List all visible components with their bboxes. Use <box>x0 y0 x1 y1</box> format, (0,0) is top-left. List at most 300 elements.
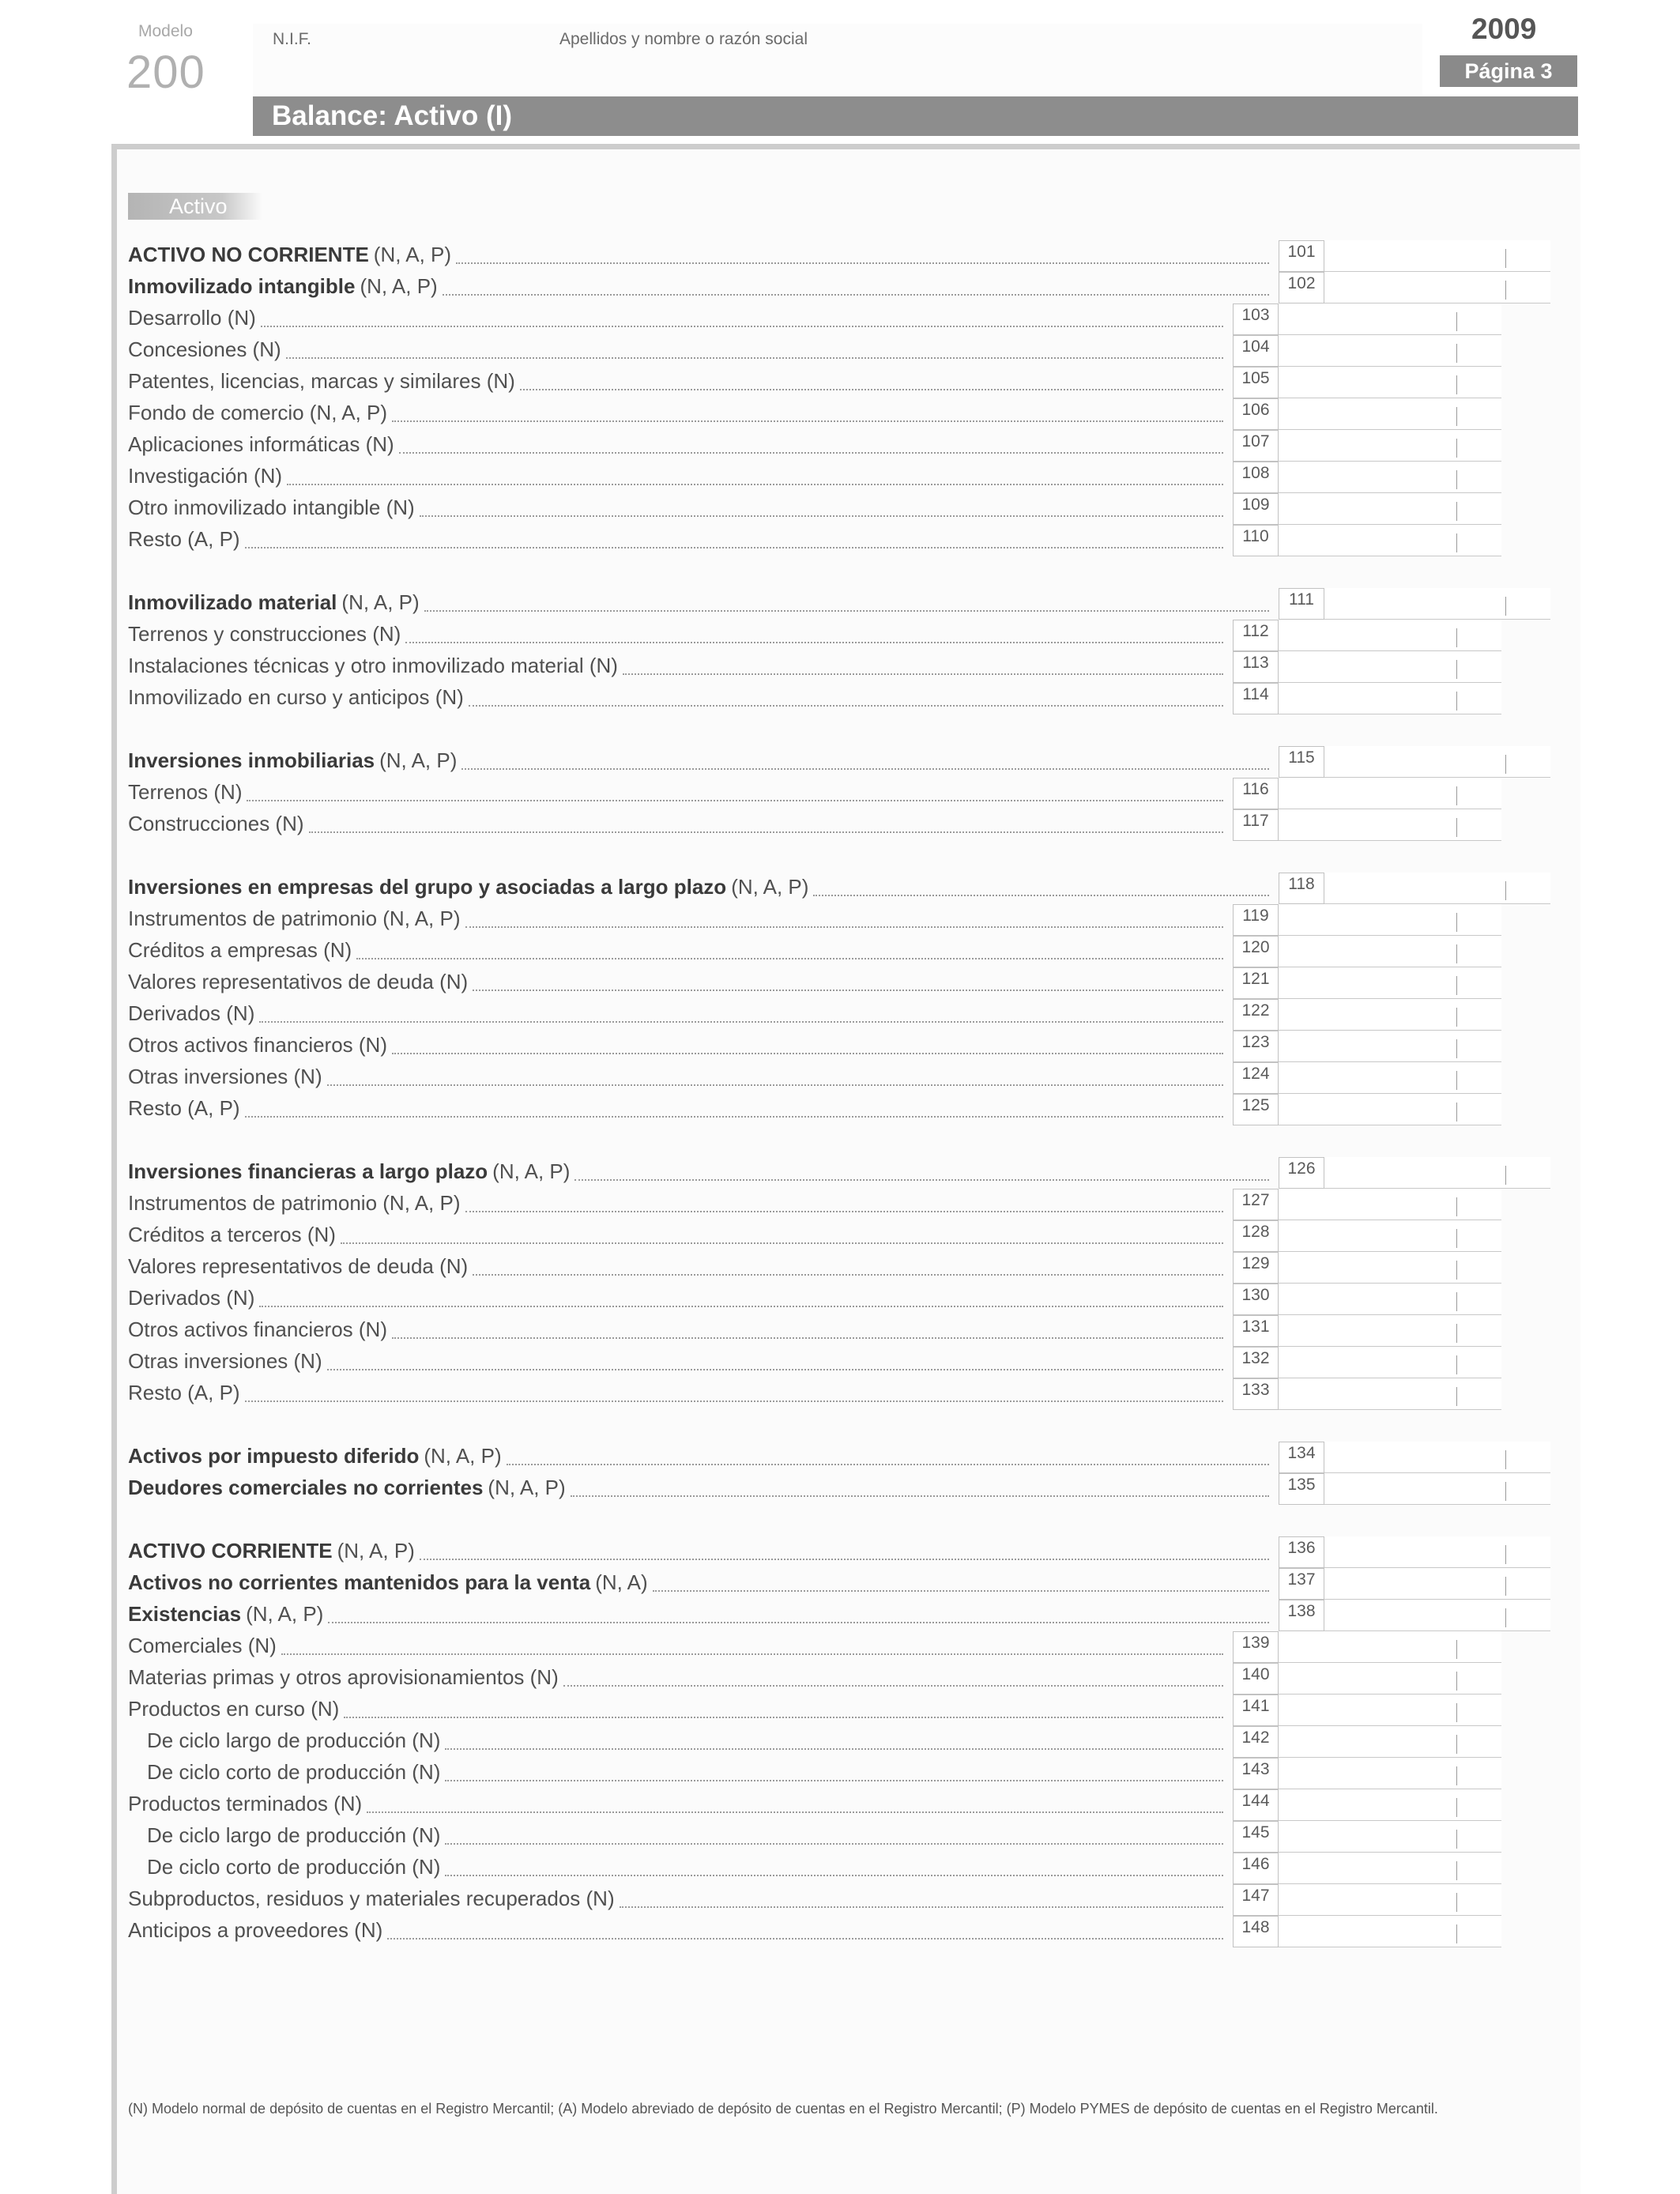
footnote: (N) Modelo normal de depósito de cuentas en el Registro Mercantil; (A) Modelo abreviado de depósito de cuentas en el Registro Mercantil; (P) Modelo PYMES de depósito de cuentas en el Registro Mercantil. <box>128 2101 1438 2117</box>
amount-input[interactable] <box>1279 367 1501 398</box>
balance-row <box>128 620 1547 651</box>
leader-dots <box>473 990 1223 991</box>
top-border <box>111 144 1580 149</box>
leader-dots <box>367 1811 1223 1813</box>
decimal-separator <box>1456 533 1457 552</box>
balance-row <box>128 430 1547 462</box>
row-label <box>128 1033 387 1057</box>
box-code: 115 <box>1279 746 1324 778</box>
box-code: 145 <box>1233 1821 1279 1853</box>
leader-dots <box>473 1274 1223 1276</box>
balance-row <box>128 240 1547 272</box>
row-label-text: Otro inmovilizado intangible (N) <box>128 496 415 519</box>
leader-dots <box>286 357 1223 359</box>
balance-row <box>128 683 1547 714</box>
box-code: 113 <box>1233 651 1279 683</box>
amount-input[interactable] <box>1279 1695 1501 1726</box>
box-code: 137 <box>1279 1568 1324 1600</box>
decimal-separator <box>1456 1008 1457 1027</box>
decimal-separator <box>1456 312 1457 331</box>
row-label-bold: Inversiones financieras a largo plazo <box>128 1159 488 1183</box>
box-code: 114 <box>1233 683 1279 714</box>
box-code: 102 <box>1279 272 1324 303</box>
row-label <box>147 1760 440 1785</box>
row-label-text: (N, A, P) <box>360 274 438 298</box>
row-label <box>128 1065 322 1089</box>
amount-input[interactable] <box>1324 746 1550 778</box>
box-code: 119 <box>1233 904 1279 936</box>
amount-input[interactable] <box>1279 1252 1501 1284</box>
row-label <box>128 1792 362 1816</box>
amount-input[interactable] <box>1279 1315 1501 1347</box>
decimal-separator <box>1505 1577 1506 1596</box>
box-code: 141 <box>1233 1695 1279 1726</box>
leader-dots <box>309 831 1223 833</box>
decimal-separator <box>1456 1039 1457 1058</box>
row-label-text: Derivados (N) <box>128 1001 255 1025</box>
box-code: 140 <box>1233 1663 1279 1695</box>
row-label-text: Instrumentos de patrimonio (N, A, P) <box>128 1191 461 1215</box>
balance-row <box>128 493 1547 525</box>
leader-dots <box>420 1559 1269 1560</box>
decimal-separator <box>1456 1103 1457 1122</box>
amount-input[interactable] <box>1279 335 1501 367</box>
decimal-separator <box>1456 818 1457 837</box>
row-label-bold: Existencias <box>128 1602 242 1626</box>
row-label-text: Otras inversiones (N) <box>128 1349 322 1373</box>
decimal-separator <box>1505 1166 1506 1185</box>
decimal-separator <box>1456 1640 1457 1659</box>
amount-input[interactable] <box>1279 1663 1501 1695</box>
box-code: 127 <box>1233 1189 1279 1220</box>
decimal-separator <box>1456 1798 1457 1817</box>
row-label-text: Inmovilizado en curso y anticipos (N) <box>128 685 464 709</box>
leader-dots <box>247 800 1223 801</box>
row-label-text: Instalaciones técnicas y otro inmovilizado material (N) <box>128 654 618 677</box>
leader-dots <box>328 1622 1269 1623</box>
leader-dots <box>445 1748 1223 1750</box>
leader-dots <box>420 515 1223 517</box>
row-label <box>128 1602 323 1627</box>
row-label-text: (N, A, P) <box>337 1539 415 1563</box>
row-label-text: Resto (A, P) <box>128 527 240 551</box>
amount-input[interactable] <box>1324 1600 1550 1631</box>
amount-input[interactable] <box>1279 1726 1501 1758</box>
leader-dots <box>507 1464 1269 1465</box>
row-label-text: Comerciales (N) <box>128 1634 277 1657</box>
decimal-separator <box>1456 1924 1457 1943</box>
row-label <box>128 1191 461 1216</box>
row-label-text: De ciclo largo de producción (N) <box>147 1728 441 1752</box>
box-code: 143 <box>1233 1758 1279 1789</box>
amount-input[interactable] <box>1279 651 1501 683</box>
amount-input[interactable] <box>1279 493 1501 525</box>
box-code: 134 <box>1279 1442 1324 1473</box>
row-label-bold: Inversiones inmobiliarias <box>128 748 375 772</box>
row-label-text: Instrumentos de patrimonio (N, A, P) <box>128 907 461 930</box>
row-label-text: Aplicaciones informáticas (N) <box>128 432 394 456</box>
balance-row <box>128 1189 1547 1220</box>
row-label-text: (N, A, P) <box>379 748 458 772</box>
row-label <box>147 1855 440 1879</box>
row-label-text: Resto (A, P) <box>128 1096 240 1120</box>
decimal-separator <box>1505 1450 1506 1469</box>
decimal-separator <box>1456 628 1457 647</box>
box-code: 146 <box>1233 1853 1279 1884</box>
row-label-bold: Inmovilizado intangible <box>128 274 356 298</box>
amount-input[interactable] <box>1279 398 1501 430</box>
row-label-text: (N, A, P) <box>731 875 809 899</box>
amount-input[interactable] <box>1279 1284 1501 1315</box>
row-label <box>128 748 457 773</box>
balance-row <box>128 1726 1547 1758</box>
balance-row <box>128 1347 1547 1378</box>
balance-row <box>128 1631 1547 1663</box>
decimal-separator <box>1456 1861 1457 1880</box>
balance-row <box>128 1789 1547 1821</box>
leader-dots <box>653 1590 1269 1592</box>
amount-input[interactable] <box>1279 1189 1501 1220</box>
leader-dots <box>445 1843 1223 1845</box>
row-label <box>128 527 240 552</box>
row-label-text: Valores representativos de deuda (N) <box>128 970 469 993</box>
decimal-separator <box>1456 344 1457 363</box>
amount-input[interactable] <box>1279 809 1501 841</box>
left-border <box>111 144 117 2194</box>
box-code: 128 <box>1233 1220 1279 1252</box>
amount-input[interactable] <box>1279 936 1501 967</box>
balance-row <box>128 1536 1547 1568</box>
amount-input[interactable] <box>1279 1220 1501 1252</box>
box-code: 125 <box>1233 1094 1279 1125</box>
row-label-text: (N, A, P) <box>424 1444 502 1468</box>
row-label-bold: Activos por impuesto diferido <box>128 1444 420 1468</box>
row-label <box>128 622 401 647</box>
row-label <box>128 1634 277 1658</box>
page-title: Balance: Activo (I) <box>272 100 513 131</box>
amount-input[interactable] <box>1324 1536 1550 1568</box>
row-label-bold: ACTIVO NO CORRIENTE <box>128 243 369 266</box>
leader-dots <box>245 547 1223 548</box>
row-label-text: (N, A) <box>595 1570 648 1594</box>
box-code: 109 <box>1233 493 1279 525</box>
row-label-bold: ACTIVO CORRIENTE <box>128 1539 333 1563</box>
balance-row <box>128 303 1547 335</box>
amount-input[interactable] <box>1279 904 1501 936</box>
balance-row <box>128 936 1547 967</box>
decimal-separator <box>1456 660 1457 679</box>
leader-dots <box>443 294 1269 296</box>
row-label-text: Valores representativos de deuda (N) <box>128 1254 469 1278</box>
box-code: 142 <box>1233 1726 1279 1758</box>
balance-row <box>128 335 1547 367</box>
box-code: 129 <box>1233 1252 1279 1284</box>
row-label <box>128 780 242 805</box>
amount-input[interactable] <box>1279 1884 1501 1916</box>
box-code: 111 <box>1279 588 1324 620</box>
box-code: 112 <box>1233 620 1279 651</box>
leader-dots <box>356 958 1223 959</box>
row-label <box>128 1539 415 1563</box>
amount-input[interactable] <box>1279 1758 1501 1789</box>
row-label-text: Créditos a terceros (N) <box>128 1223 336 1246</box>
balance-row <box>128 588 1547 620</box>
leader-dots <box>405 642 1223 643</box>
page-badge: Página 3 <box>1440 55 1577 87</box>
balance-row <box>128 746 1547 778</box>
row-label-text: Patentes, licencias, marcas y similares (N) <box>128 369 515 393</box>
balance-row <box>128 1442 1547 1473</box>
balance-row <box>128 272 1547 303</box>
row-label <box>147 1823 440 1848</box>
balance-row <box>128 873 1547 904</box>
amount-input[interactable] <box>1279 1347 1501 1378</box>
section-label: Activo <box>169 194 228 218</box>
decimal-separator <box>1456 1387 1457 1406</box>
box-code: 138 <box>1279 1600 1324 1631</box>
decimal-separator <box>1505 1608 1506 1627</box>
amount-input[interactable] <box>1279 1789 1501 1821</box>
amount-input[interactable] <box>1279 1378 1501 1410</box>
balance-row <box>128 1315 1547 1347</box>
row-label <box>128 464 282 488</box>
leader-dots <box>469 705 1223 707</box>
leader-dots <box>465 926 1223 928</box>
row-label <box>128 1665 559 1690</box>
row-label <box>128 654 618 678</box>
amount-input[interactable] <box>1279 999 1501 1031</box>
leader-dots <box>399 452 1223 454</box>
balance-row <box>128 525 1547 556</box>
leader-dots <box>327 1084 1223 1086</box>
row-label <box>128 1381 240 1405</box>
row-label <box>128 1001 254 1026</box>
row-label-text: Desarrollo (N) <box>128 306 256 330</box>
row-label <box>128 401 387 425</box>
row-label <box>128 496 415 520</box>
box-code: 107 <box>1233 430 1279 462</box>
modelo-number: 200 <box>126 47 205 98</box>
row-label <box>128 1349 322 1374</box>
leader-dots <box>456 262 1269 264</box>
row-label-text: Fondo de comercio (N, A, P) <box>128 401 388 424</box>
amount-input[interactable] <box>1279 462 1501 493</box>
box-code: 136 <box>1279 1536 1324 1568</box>
balance-row <box>128 1157 1547 1189</box>
box-code: 118 <box>1279 873 1324 904</box>
row-label-text: Resto (A, P) <box>128 1381 240 1404</box>
box-code: 124 <box>1233 1062 1279 1094</box>
balance-row <box>128 778 1547 809</box>
decimal-separator <box>1456 1261 1457 1280</box>
decimal-separator <box>1456 976 1457 995</box>
row-label <box>128 1887 615 1911</box>
amount-input[interactable] <box>1324 1473 1550 1505</box>
balance-row <box>128 1884 1547 1916</box>
row-label-text: Derivados (N) <box>128 1286 255 1310</box>
decimal-separator <box>1456 1197 1457 1216</box>
year: 2009 <box>1471 13 1537 45</box>
row-label <box>128 875 808 899</box>
row-label-text: Concesiones (N) <box>128 337 281 361</box>
name-label: Apellidos y nombre o razón social <box>559 30 808 48</box>
balance-row <box>128 1663 1547 1695</box>
decimal-separator <box>1456 1229 1457 1248</box>
amount-input[interactable] <box>1324 240 1550 272</box>
amount-input[interactable] <box>1279 1031 1501 1062</box>
amount-input[interactable] <box>1324 272 1550 303</box>
leader-dots <box>563 1685 1223 1687</box>
row-label-text: Productos terminados (N) <box>128 1792 363 1815</box>
decimal-separator <box>1456 1893 1457 1912</box>
row-label <box>128 1318 387 1342</box>
balance-row <box>128 651 1547 683</box>
decimal-separator <box>1456 439 1457 458</box>
box-code: 117 <box>1233 809 1279 841</box>
row-label <box>128 337 281 362</box>
amount-input[interactable] <box>1324 1568 1550 1600</box>
leader-dots <box>461 768 1269 770</box>
row-label-text: De ciclo corto de producción (N) <box>147 1855 441 1879</box>
amount-input[interactable] <box>1279 1821 1501 1853</box>
box-code: 101 <box>1279 240 1324 272</box>
balance-row <box>128 1758 1547 1789</box>
row-label <box>128 1918 382 1943</box>
leader-dots <box>259 1306 1223 1307</box>
row-label <box>128 812 304 836</box>
row-label-text: Créditos a empresas (N) <box>128 938 352 962</box>
leader-dots <box>813 895 1269 896</box>
amount-input[interactable] <box>1279 1062 1501 1094</box>
leader-dots <box>465 1211 1223 1212</box>
row-label-text: Construcciones (N) <box>128 812 304 835</box>
amount-input[interactable] <box>1279 1916 1501 1947</box>
balance-row <box>128 1568 1547 1600</box>
row-label-text: (N, A, P) <box>492 1159 571 1183</box>
box-code: 116 <box>1233 778 1279 809</box>
row-label <box>128 1476 566 1500</box>
leader-dots <box>574 1179 1269 1181</box>
balance-row <box>128 1252 1547 1284</box>
amount-input[interactable] <box>1279 620 1501 651</box>
title-bar <box>253 96 1578 136</box>
box-code: 132 <box>1233 1347 1279 1378</box>
box-code: 148 <box>1233 1916 1279 1947</box>
balance-row <box>128 1094 1547 1125</box>
decimal-separator <box>1505 597 1506 616</box>
box-code: 122 <box>1233 999 1279 1031</box>
row-label <box>128 1254 468 1279</box>
balance-row <box>128 904 1547 936</box>
row-label <box>128 1223 336 1247</box>
decimal-separator <box>1456 1830 1457 1849</box>
amount-input[interactable] <box>1279 778 1501 809</box>
box-code: 104 <box>1233 335 1279 367</box>
leader-dots <box>281 1653 1223 1655</box>
leader-dots <box>392 1337 1223 1339</box>
amount-input[interactable] <box>1279 303 1501 335</box>
amount-input[interactable] <box>1279 430 1501 462</box>
leader-dots <box>520 389 1223 390</box>
row-label-bold: Deudores comerciales no corrientes <box>128 1476 484 1499</box>
decimal-separator <box>1456 692 1457 711</box>
balance-row <box>128 967 1547 999</box>
amount-input[interactable] <box>1324 588 1550 620</box>
leader-dots <box>245 1116 1223 1118</box>
box-code: 120 <box>1233 936 1279 967</box>
amount-input[interactable] <box>1279 1631 1501 1663</box>
row-label <box>128 369 515 394</box>
row-label <box>147 1728 440 1753</box>
balance-row <box>128 1378 1547 1410</box>
amount-input[interactable] <box>1324 873 1550 904</box>
modelo-label: Modelo <box>138 22 193 40</box>
row-label-text: Otros activos financieros (N) <box>128 1318 387 1341</box>
leader-dots <box>392 420 1223 422</box>
decimal-separator <box>1456 502 1457 521</box>
box-code: 130 <box>1233 1284 1279 1315</box>
amount-input[interactable] <box>1279 683 1501 714</box>
row-label-text: Materias primas y otros aprovisionamientos (N) <box>128 1665 559 1689</box>
amount-input[interactable] <box>1279 1853 1501 1884</box>
amount-input[interactable] <box>1324 1157 1550 1189</box>
row-label-bold: Activos no corrientes mantenidos para la venta <box>128 1570 591 1594</box>
decimal-separator <box>1456 1703 1457 1722</box>
row-label-text: Terrenos (N) <box>128 780 243 804</box>
balance-row <box>128 367 1547 398</box>
decimal-separator <box>1456 375 1457 394</box>
decimal-separator <box>1505 881 1506 900</box>
leader-dots <box>571 1495 1269 1497</box>
amount-input[interactable] <box>1279 967 1501 999</box>
row-label <box>128 1286 254 1310</box>
decimal-separator <box>1456 407 1457 426</box>
decimal-separator <box>1505 1482 1506 1501</box>
decimal-separator <box>1505 1545 1506 1564</box>
decimal-separator <box>1505 755 1506 774</box>
leader-dots <box>424 610 1269 612</box>
box-code: 110 <box>1233 525 1279 556</box>
row-label-text: Terrenos y construcciones (N) <box>128 622 401 646</box>
leader-dots <box>341 1242 1223 1244</box>
amount-input[interactable] <box>1279 525 1501 556</box>
row-label <box>128 1159 570 1184</box>
box-code: 126 <box>1279 1157 1324 1189</box>
box-code: 147 <box>1233 1884 1279 1916</box>
row-label-text: Otros activos financieros (N) <box>128 1033 387 1057</box>
decimal-separator <box>1456 470 1457 489</box>
box-code: 108 <box>1233 462 1279 493</box>
leader-dots <box>387 1938 1223 1940</box>
decimal-separator <box>1456 1324 1457 1343</box>
decimal-separator <box>1456 1292 1457 1311</box>
decimal-separator <box>1456 913 1457 932</box>
row-label-text: Anticipos a proveedores (N) <box>128 1918 383 1942</box>
balance-row <box>128 1031 1547 1062</box>
row-label <box>128 243 451 267</box>
section-tab <box>128 193 262 220</box>
leader-dots <box>344 1717 1223 1718</box>
box-code: 139 <box>1233 1631 1279 1663</box>
balance-row <box>128 462 1547 493</box>
balance-row <box>128 1916 1547 1947</box>
row-label-text: (N, A, P) <box>488 1476 566 1499</box>
amount-input[interactable] <box>1279 1094 1501 1125</box>
nif-label: N.I.F. <box>273 30 312 48</box>
row-label-text: Productos en curso (N) <box>128 1697 340 1721</box>
amount-input[interactable] <box>1324 1442 1550 1473</box>
row-label <box>128 432 394 457</box>
